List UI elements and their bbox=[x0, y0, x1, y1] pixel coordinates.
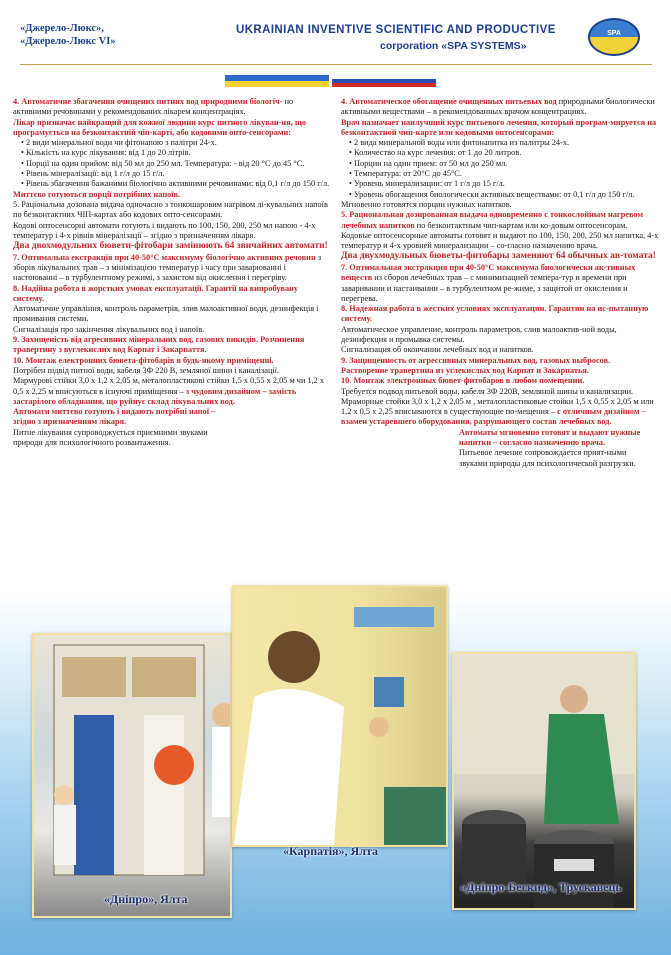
paragraph: Автомати миттєво готують і видають потрібні напої – згідно з призначенням лікаря. bbox=[13, 407, 216, 427]
paragraph: Питьевое лечение сопровождается прият-ными звуками природы для психологической разгрузки. bbox=[459, 448, 636, 468]
paragraph: Требуется подвод питьевой воды, кабеля 3Ф 220В, земляной шины и канализации. bbox=[341, 386, 634, 396]
russian-column bbox=[341, 97, 659, 469]
photo-dnipro-yalta bbox=[32, 633, 232, 918]
photo-illustration bbox=[34, 635, 230, 916]
paragraph: Кодовые оптосенсорные автоматы готовят и выдают по 100, 150, 200, 250 мл напитка, 4-х температур и 4-х уровней минерализации – со-гласно назначению врача. bbox=[341, 230, 659, 251]
paragraph: Миттєво готуються порції потрібних напоїв. bbox=[13, 189, 181, 199]
spec-list bbox=[341, 138, 659, 200]
paragraph: Сигналізація про закінчення лікувальних вод і напоїв. bbox=[13, 324, 205, 334]
photo-caption: «Карпатія», Ялта bbox=[283, 844, 378, 858]
list-item: • Температура: от 20°С до 45°С. bbox=[349, 169, 659, 179]
brand-line-1: «Джерело-Люкс», bbox=[20, 23, 104, 34]
paragraph: 7. Оптимальна екстракція при 40-50°С максимуму біологічно активних речовин з зборів лікувальних трав – з мінімізацією температур і часу при заварюванні і настоюванні – в турбулентному режимі, з захистом від окислення і перегріву. bbox=[13, 252, 322, 283]
paragraph: Кодові оптосенсорні автомати готують і видають по 100, 150, 200, 250 мл напою - 4-х температур і 4-х рівнів мінералізації – згідно з призначенням лікаря. bbox=[13, 220, 316, 240]
photo-illustration bbox=[234, 587, 446, 845]
paragraph: 5. Раціональна дозована видача одночасно з тонкошаровим нагрівом лі-кувальних напоїв по безконтактних ЧІП-картах або кодових опто-сенсорами. bbox=[13, 199, 328, 220]
list-item: • Уровень обогащения биологически активных веществами: от 0,1 г/л до 150 г/л. bbox=[349, 190, 659, 200]
highlight: Два двухмодульных бюветы-фитобары заменяют 64 обычных ав-томата! bbox=[341, 251, 656, 262]
paragraph: 8. Надійна робота в жорстких умовах експлуатації. Гарантії на випробувану систему. bbox=[13, 283, 299, 303]
photo-dnipro-beskyd-truskavets bbox=[452, 652, 636, 910]
list-item: • Порции на один прием: от 50 мл до 250 мл. bbox=[349, 159, 659, 169]
paragraph: 5. Рациональная дозированная выдача одновременно с тонкослойным нагревом лечебных напитков по безконтактным чип-картам или ко-довым оптосенсорам. bbox=[341, 210, 644, 230]
list-item: • 2 види мінеральної води чи фітонапою з палітри 24-х. bbox=[21, 138, 331, 148]
list-item: • Порції на один прийом: від 50 мл до 250 мл. Температура: - від 20 °С до 45 °С. bbox=[21, 159, 331, 169]
paragraph: Мраморные стойки 3,0 х 1,2 х 2,05 м , металопластиковые стойки 1,5 х 0,55 х 2,05 м или 1,2 х 0,5 х 2,25 вписываются в существующие по-мещения – с отличным дизайном – взамен устаревшего оборудования, разрушающего состав лечебных вод. bbox=[341, 396, 654, 427]
paragraph: 10. Монтаж электронных бювет-фитобаров в любом помещении. bbox=[341, 376, 585, 386]
photo-caption: «Дніпро-Бескид», Трускавець bbox=[460, 880, 622, 894]
paragraph: 7. Оптимальная экстракция при 40-50°С максимума биологически ак-тивных веществ из сборов лечебных трав – с минимизацией темпера-тур и времени при заваривании и настаивании – в турбулентном ре-жиме, з защитой от окисления и перегрева. bbox=[341, 262, 636, 303]
list-item: • Уровень минерализации: от 1 г/л до 15 г/л. bbox=[349, 179, 659, 189]
company-corp: corporation «SPA SYSTEMS» bbox=[380, 40, 527, 52]
photo-caption: «Дніпро», Ялта bbox=[104, 892, 188, 906]
photo-karpatia-yalta bbox=[232, 585, 448, 847]
list-item: • 2 вида минеральной воды или фитонапитка из палитры 24-х. bbox=[349, 138, 659, 148]
paragraph: 9. Захищеність від агресивних мінеральних вод, газових викидів. Розчинення травертину з вуглекислих вод Карпат і Закарпаття. bbox=[13, 335, 305, 355]
paragraph: Мармурові стійки 3,0 х 1,2 х 2,05 м, металопластикові стійки 1,5 х 0,55 х 2,05 м чи 1,2 х 0,5 х 2,25 м вписуються в існуючі приміщення – з чудовим дизайном – замість застарілого обладнання, що руйнує склад лікувальних вод. bbox=[13, 376, 325, 406]
paragraph: Автоматичне управління, контроль параметрів, злив малоактивної води, дезинфекція і промивання системи. bbox=[13, 304, 319, 324]
list-item: • Кількість на курс лікування: від 1 до 20 літрів. bbox=[21, 148, 331, 158]
russia-flag-icon bbox=[332, 75, 436, 87]
brand-names bbox=[20, 22, 116, 48]
paragraph: Сигнализация об окончании лечебных вод и напитков. bbox=[341, 345, 534, 355]
logo-text: SPA bbox=[607, 30, 621, 37]
company-logo bbox=[588, 18, 640, 56]
paragraph: Питне лікування супроводжується приємними звуками природи для психологічного розвантаження. bbox=[13, 427, 208, 447]
list-item: • Рівень збагачення бажаними біологічно активними речовинами: від 0,1 г/л до 150 г/л. bbox=[21, 179, 331, 189]
paragraph: Врач назначает наилучший курс питьевого лечения, который програм-мируется на безконтактной чип-карте или кодовыми оптосенсорами: bbox=[341, 117, 657, 137]
list-item: • Количество на курс лечения: от 1 до 20 литров. bbox=[349, 148, 659, 158]
paragraph: 9. Защищенность от агрессивных минеральных вод, газовых выбросов. Растворение травертина из углекислых вод Карпат и Закарпатья. bbox=[341, 355, 611, 375]
highlight: Два двохмодульних бювети-фітобари замінюють 64 звичайних автомати! bbox=[13, 241, 328, 252]
paragraph: 8. Надежная работа в жестких условиях эксплуатации. Гарантии на ис-пытанную систему. bbox=[341, 304, 649, 324]
paragraph: 4. Автоматическое обогащение очищенных питьевых вод природными биологически активными веществами – в рекомендованных врачом концентрациях. bbox=[341, 97, 655, 117]
paragraph: Мгновенно готовятся порции нужных напитков. bbox=[341, 199, 512, 209]
paragraph: 10. Монтаж електронних бювета-фітобарів в будь-якому приміщенні. bbox=[13, 355, 274, 365]
spec-list bbox=[13, 138, 331, 189]
photo-illustration bbox=[454, 654, 634, 908]
company-title: UKRAINIAN INVENTIVE SCIENTIFIC AND PRODUCTIVE bbox=[236, 24, 556, 36]
paragraph: Автоматическое управление, контроль параметров, слив малоактив-ной воды, дезинфекция и промывка системы. bbox=[341, 324, 617, 345]
header-divider bbox=[20, 64, 652, 65]
paragraph: 4. Автоматичне збагачення очищених питних вод природними біологіч- но активними речовинами у рекомендованих лікарем концентраціях. bbox=[13, 97, 294, 117]
brand-line-2: «Джерело-Люкс VI» bbox=[20, 36, 116, 47]
paragraph: Лікар призначає найкращий для кожної людини курс питного лікуван-ня, що програмується на безконтактній чіп-карті, або кодовими опто-сенсорами: bbox=[13, 117, 306, 137]
list-item: • Рівень мінералізації: від 1 г/л до 15 г/л. bbox=[21, 169, 331, 179]
ukraine-flag-icon bbox=[225, 75, 329, 87]
ukrainian-column bbox=[13, 97, 331, 448]
paragraph: Потрібен підвід питної води, кабеля 3Ф 220 В, земляної шини і каналізації. bbox=[13, 365, 280, 375]
paragraph: Автоматы мгновенно готовят и выдают нужные напитки – согласно назначению врача. bbox=[459, 427, 641, 447]
